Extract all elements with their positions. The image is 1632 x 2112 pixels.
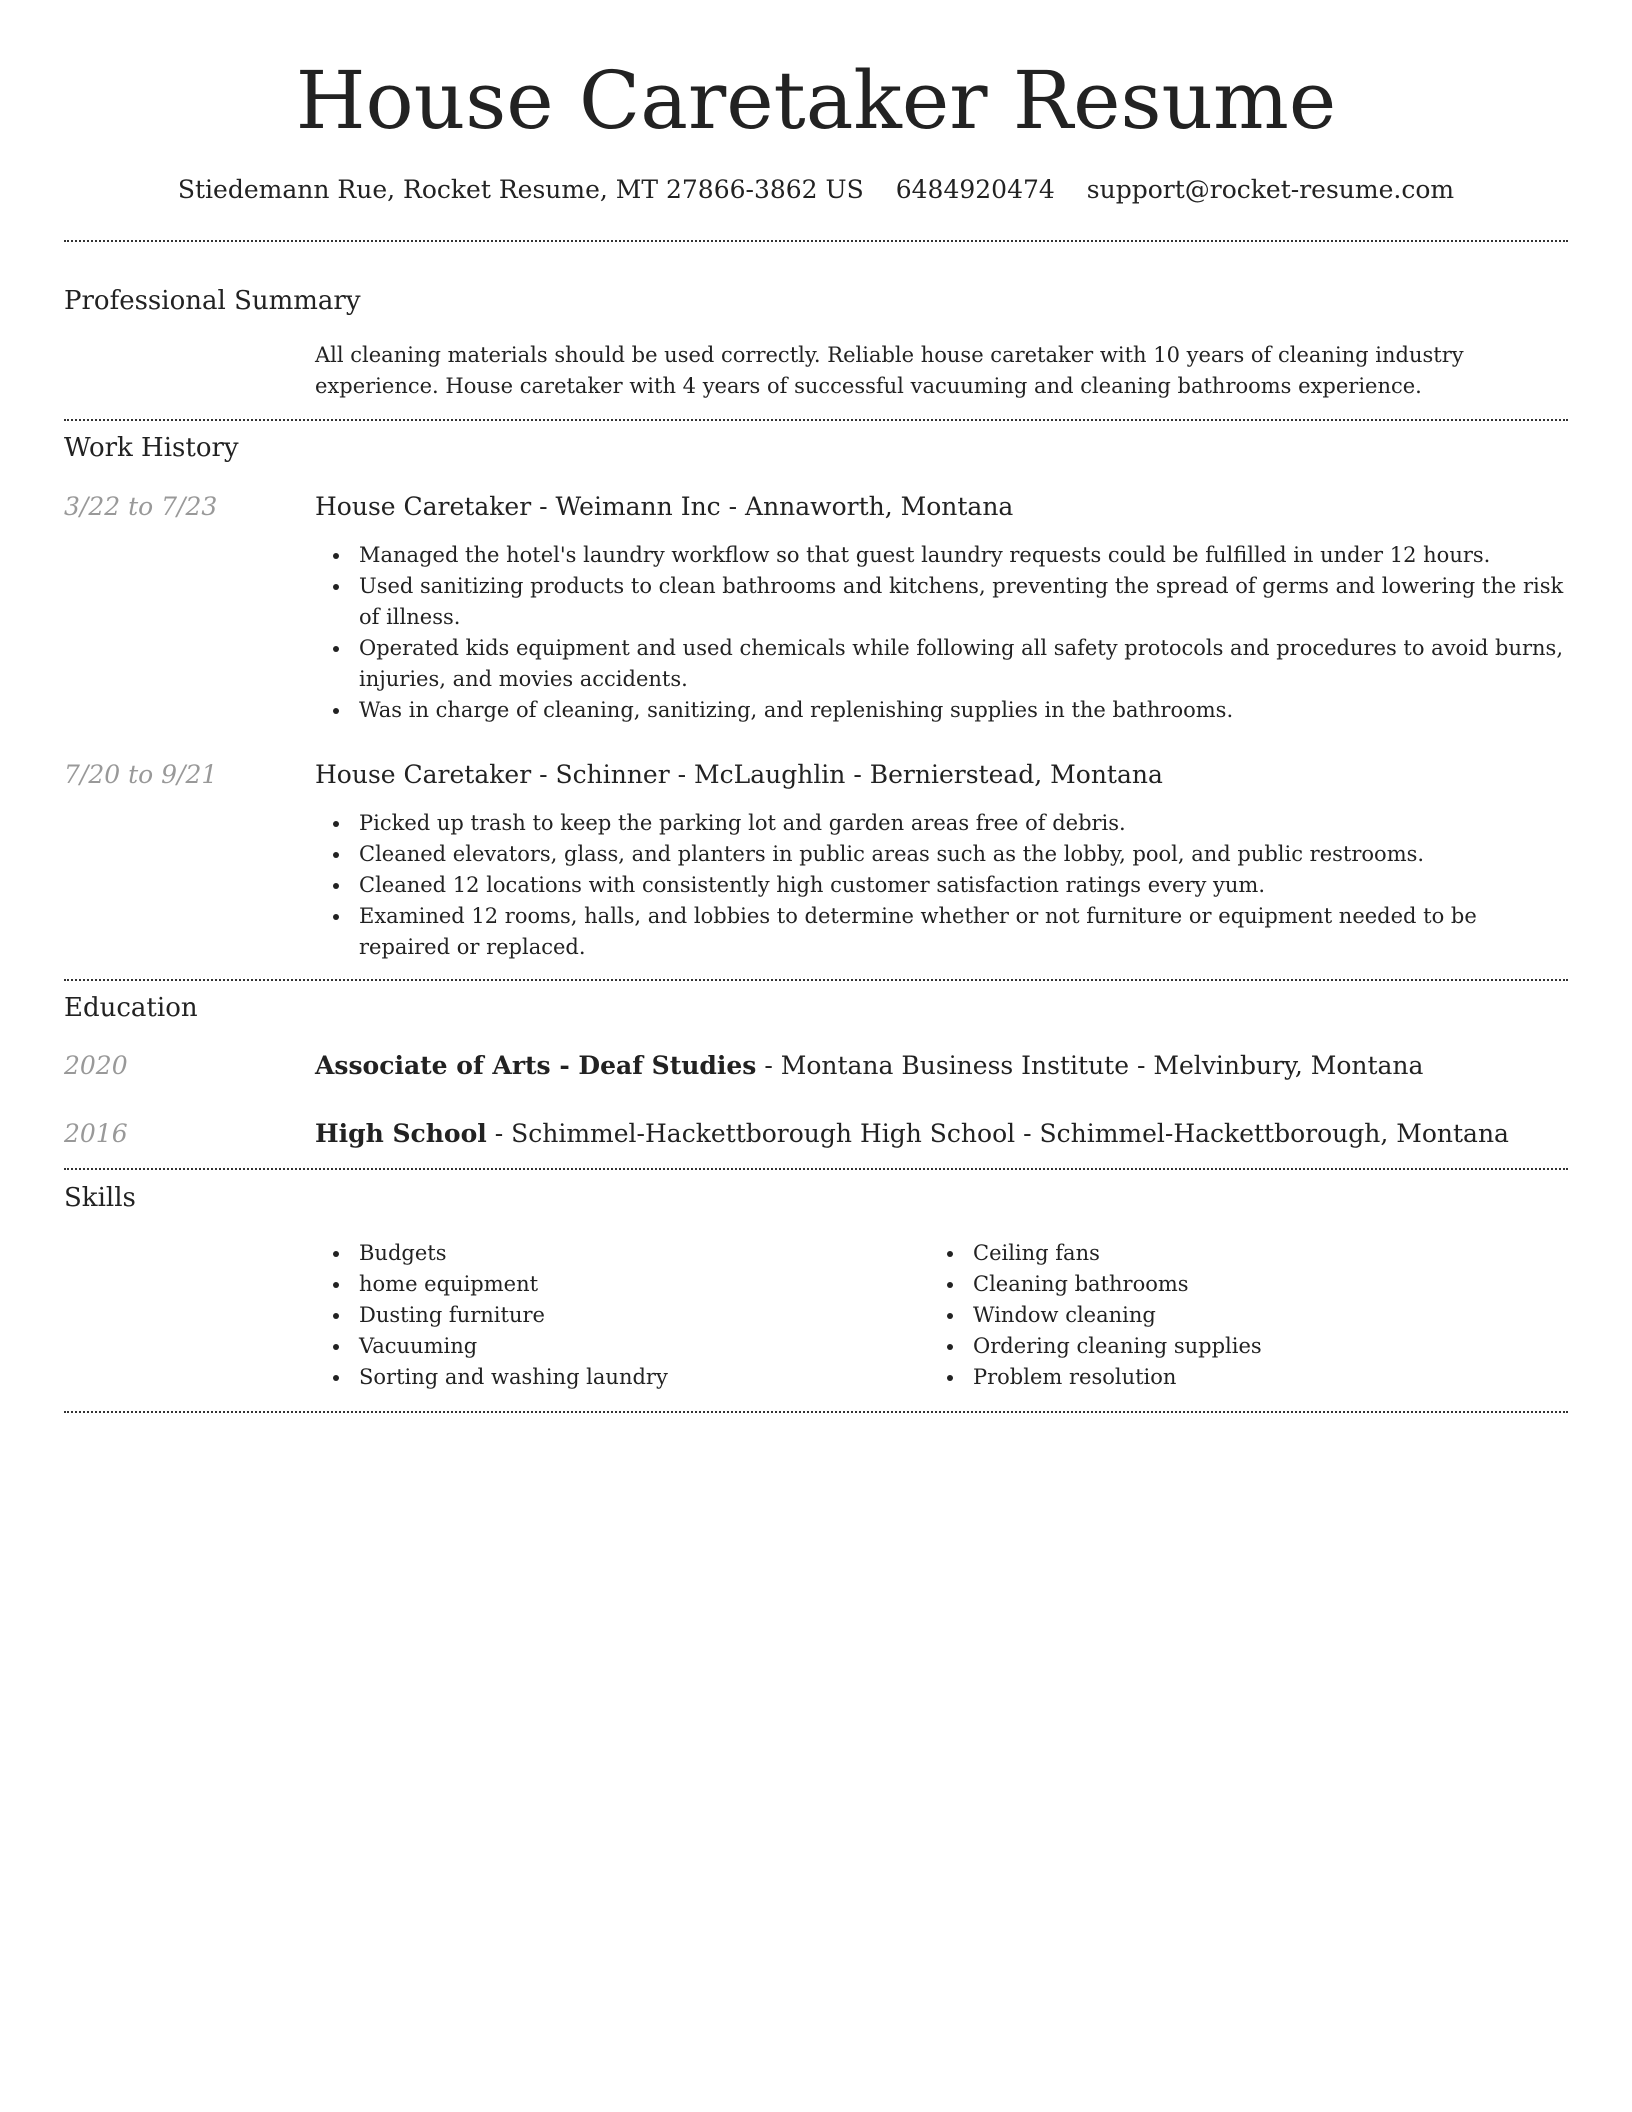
resume-title: House Caretaker Resume (295, 54, 1337, 147)
job-bullets (359, 540, 1568, 726)
skills-list-right (973, 1238, 1533, 1393)
job-dates: 3/22 to 7/23 (64, 492, 218, 521)
education-institution: - Montana Business Institute - Melvinbury, Montana (756, 1051, 1424, 1080)
contact-address: Stiedemann Rue, Rocket Resume, MT 27866-3862 US (177, 175, 864, 204)
summary-heading: Professional Summary (64, 286, 361, 316)
skill-item: Problem resolution (973, 1362, 1533, 1393)
job-title: House Caretaker - Schinner - McLaughlin - Bernierstead, Montana (315, 760, 1163, 789)
list-item: Cleaned elevators, glass, and planters in public areas such as the lobby, pool, and public restrooms. (359, 839, 1568, 870)
section-divider (64, 979, 1568, 981)
list-item: Used sanitizing products to clean bathrooms and kitchens, preventing the spread of germs and lowering the risk of illness. (359, 571, 1568, 633)
education-year: 2016 (64, 1119, 128, 1148)
list-item: Picked up trash to keep the parking lot and garden areas free of debris. (359, 808, 1568, 839)
job-dates: 7/20 to 9/21 (64, 760, 218, 789)
skill-item: Sorting and washing laundry (359, 1362, 919, 1393)
section-divider (64, 1168, 1568, 1170)
skills-list-left (359, 1238, 919, 1393)
summary-text: All cleaning materials should be used correctly. Reliable house caretaker with 10 years of cleaning industry experience. House caretaker with 4 years of successful vacuuming and cleaning bathrooms experience. (315, 343, 1464, 398)
skill-item: Vacuuming (359, 1331, 919, 1362)
list-item: Operated kids equipment and used chemicals while following all safety protocols and procedures to avoid burns, injuries, and movies accidents. (359, 633, 1568, 695)
job-title: House Caretaker - Weimann Inc - Annaworth, Montana (315, 492, 1014, 521)
contact-phone: 6484920474 (895, 175, 1055, 204)
education-degree: High School (315, 1119, 487, 1148)
education-institution: - Schimmel-Hackettborough High School - Schimmel-Hackettborough, Montana (486, 1119, 1509, 1148)
skill-item: Window cleaning (973, 1300, 1533, 1331)
skill-item: Ceiling fans (973, 1238, 1533, 1269)
work-history-heading: Work History (64, 433, 239, 463)
skill-item: Ordering cleaning supplies (973, 1331, 1533, 1362)
skills-heading: Skills (64, 1183, 136, 1213)
skill-item: home equipment (359, 1269, 919, 1300)
list-item: Was in charge of cleaning, sanitizing, and replenishing supplies in the bathrooms. (359, 695, 1568, 726)
section-divider (64, 240, 1568, 242)
list-item: Examined 12 rooms, halls, and lobbies to determine whether or not furniture or equipment needed to be repaired or replaced. (359, 901, 1568, 963)
list-item: Managed the hotel's laundry workflow so that guest laundry requests could be fulfilled in under 12 hours. (359, 540, 1568, 571)
education-heading: Education (64, 993, 198, 1023)
education-entry (315, 1046, 1423, 1086)
skill-item: Cleaning bathrooms (973, 1269, 1533, 1300)
section-divider (64, 419, 1568, 421)
education-degree: Associate of Arts - Deaf Studies (315, 1051, 757, 1080)
skill-item: Dusting furniture (359, 1300, 919, 1331)
education-entry (315, 1114, 1509, 1154)
job-bullets (359, 808, 1568, 963)
list-item: Cleaned 12 locations with consistently high customer satisfaction ratings every yum. (359, 870, 1568, 901)
skill-item: Budgets (359, 1238, 919, 1269)
contact-email: support@rocket-resume.com (1086, 175, 1455, 204)
section-divider (64, 1411, 1568, 1413)
contact-line (0, 170, 1632, 210)
education-year: 2020 (64, 1051, 128, 1080)
